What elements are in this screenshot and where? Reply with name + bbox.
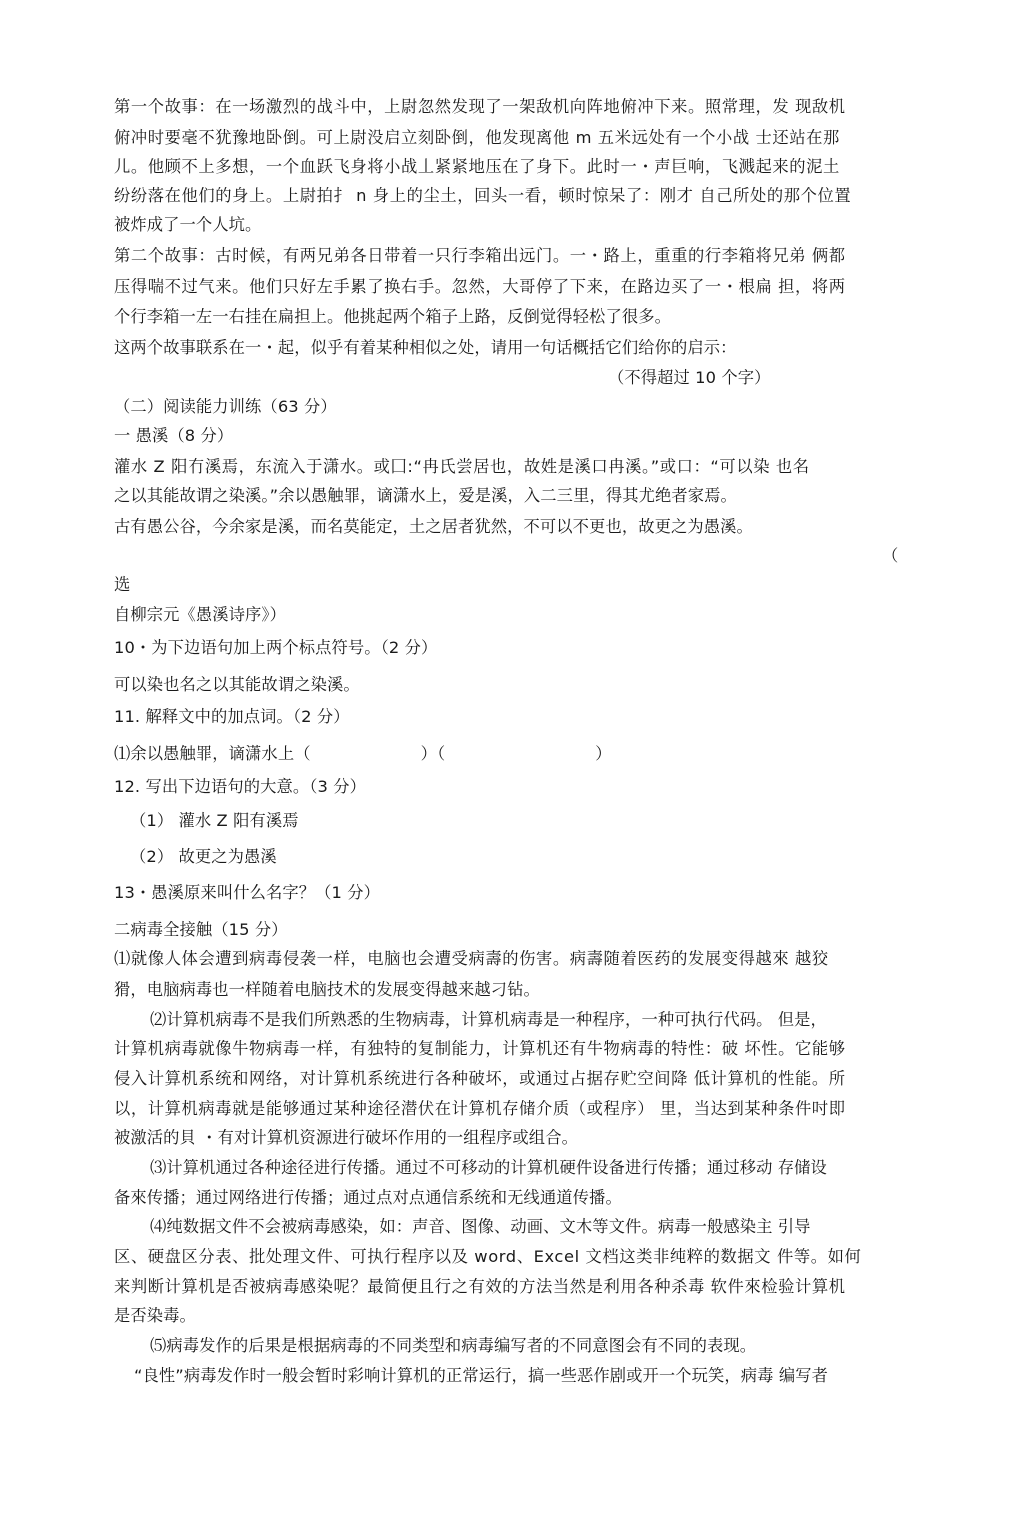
question-11-end: ）	[595, 744, 612, 763]
story1-line3: 儿。他顾不上多想，一个血跃飞身将小战丄紧紧地压在了身下。此时一・声巨响，飞溅起来的泥土	[114, 157, 840, 176]
virus-p2-line4: 以，计算机病毒就是能够通过某种途径潜伏在计算机存储介质（或程序） 里，当达到某种条件吋即	[114, 1099, 846, 1118]
question-12: 12. 写出下边语句的大意。（3 分）	[114, 777, 367, 796]
yuxi-heading: 一 愚溪（8 分）	[114, 426, 234, 445]
virus-p4-line4: 是否染毒。	[114, 1306, 196, 1325]
yuxi-source: 自柳宗元《愚溪诗序》）	[114, 605, 287, 624]
story1-line4: 纷纷落在他们的身上。上尉拍扌 n 身上的尘土，回头一看，顿时惊呆了：刚才 自己所处的那个位置	[114, 186, 852, 205]
question-12-item-1: （1） 灌水 Z 阳有溪焉	[130, 811, 299, 830]
virus-p5-line1: ⑸病毒发作的后果是根据病毒的不同类型和病毒编写者的不同意图会有不同的表现。	[150, 1336, 757, 1355]
yuxi-paren: （	[882, 546, 899, 565]
virus-p3-line2: 备來传播；通过网络进行传播；通过点对点通信系统和无线通道传播。	[114, 1188, 622, 1207]
yuxi-text2: 之以其能故谓之染溪。”余以愚触罪，谪潇水上，爱是溪，入二三里，得其尤绝者家焉。	[114, 486, 737, 505]
virus-p4-line3: 来判断计算机是否被病毒感染呢？最简便且行之有效的方法当然是利用各种杀毒 软件來检验计算机	[114, 1277, 846, 1296]
virus-p4-line2: 区、硬盘区分表、批处理文件、可执行程序以及 word、Excel 文档这类非纯粹的数据文 件等。如何	[114, 1247, 862, 1266]
story1-line1: 第一个故事：在一场激烈的战斗中，上尉忽然发现了一架敌机向阵地俯冲下来。照常理，发 现敌机	[114, 97, 846, 116]
virus-p4-line1: ⑷纯数据文件不会被病毒感染，如：声音、图像、动画、文木等文件。病毒一般感染主 引导	[150, 1217, 811, 1236]
virus-heading: 二病毒全接触（15 分）	[114, 920, 288, 939]
question-prompt: 这两个故事联系在一・起，似乎有着某种相似之处，请用一句话概括它们给你的启示：	[114, 338, 737, 357]
virus-p2-line1: ⑵计算机病毒不是我们所熟悉的生物病毒，计算机病毒是一种程序，一种可执行代码。 但是，	[150, 1010, 827, 1029]
virus-p6-line1: “良性”病毒发作时一般会暂时彩响计算机的正常运行，搞一些恶作剧或开一个玩笑，病毒 编写者	[134, 1366, 828, 1385]
virus-p2-line3: 侵入计算机系统和网络，对计算机系统进行各种破坏，或通过占据存贮空间降 低计算机的性能。所	[114, 1069, 846, 1088]
virus-p2-line2: 计算机病毒就像牛物病毒一样，有独特的复制能力，计算机还有牛物病毒的特性：破 坏性。它能够	[114, 1039, 846, 1058]
virus-p1-line1: ⑴就像人体会遭到病毒侵袭一样，电脑也会遭受病壽的伤害。病壽随着医药的发展变得越來 越狡	[114, 949, 829, 968]
question-13: 13・愚溪原来叫什么名字？（1 分）	[114, 883, 380, 902]
yuxi-text1: 灌水 Z 阳冇溪焉，东流入于潇水。或囗:“冉氏尝居也，故姓是溪口冉溪。”或口：“可以染 也名	[114, 457, 810, 476]
question-11-item	[114, 743, 612, 765]
virus-p3-line1: ⑶计算机通过各种途径进行传播。通过不可移动的计算机硬件设备进行传播；通过移动 存储设	[150, 1158, 827, 1177]
story2-line3: 个行李箱一左一右挂在扁担上。他挑起两个箱子上路，反倒觉得轻松了很多。	[114, 307, 671, 326]
story2-line1: 第二个故事：古时候，有两兄弟各日带着一只行李箱出远门。一・路上，重重的行李箱将兄弟 俩都	[114, 246, 846, 265]
story2-line2: 压得喘不过气来。他们只好左手累了换右手。忽然，大哥停了下来，在路边买了一・根扁 担，将两	[114, 277, 846, 296]
yuxi-xuan: 选	[114, 575, 131, 594]
yuxi-text3: 古有愚公谷，今余家是溪，而名莫能定，土之居者犹然，不可以不更也，故更之为愚溪。	[114, 517, 753, 536]
question-11-mid: ）（	[420, 744, 446, 763]
question-12-item-2: （2） 故更之为愚溪	[130, 847, 277, 866]
question-10-text: 可以染也名之以其能故谓之染溪。	[114, 675, 360, 694]
section2-title: （二）阅读能力训练（63 分）	[114, 397, 337, 416]
question-11: 11. 解释文中的加点词。（2 分）	[114, 707, 350, 726]
question-limit: （不得超过 10 个字）	[608, 368, 771, 387]
question-10: 10・为下边语句加上两个标点符号。（2 分）	[114, 638, 438, 657]
story1-line2: 俯冲时要毫不犹豫地卧倒。可上尉没启立刻卧倒，他发现离他 m 五米远处有一个小战 士还站在那	[114, 128, 840, 147]
question-11-item-text: ⑴余以愚触罪，谪潇水上（	[114, 744, 311, 763]
virus-p2-line5: 被激活的貝 ・有对计算机资源进行破坏作用的一组程序或组合。	[114, 1128, 578, 1147]
story1-line5: 被炸成了一个人坑。	[114, 215, 262, 234]
virus-p1-line2: 猾，电脑病毒也一样随着电脑技术的发展变得越来越刁钻。	[114, 980, 540, 999]
